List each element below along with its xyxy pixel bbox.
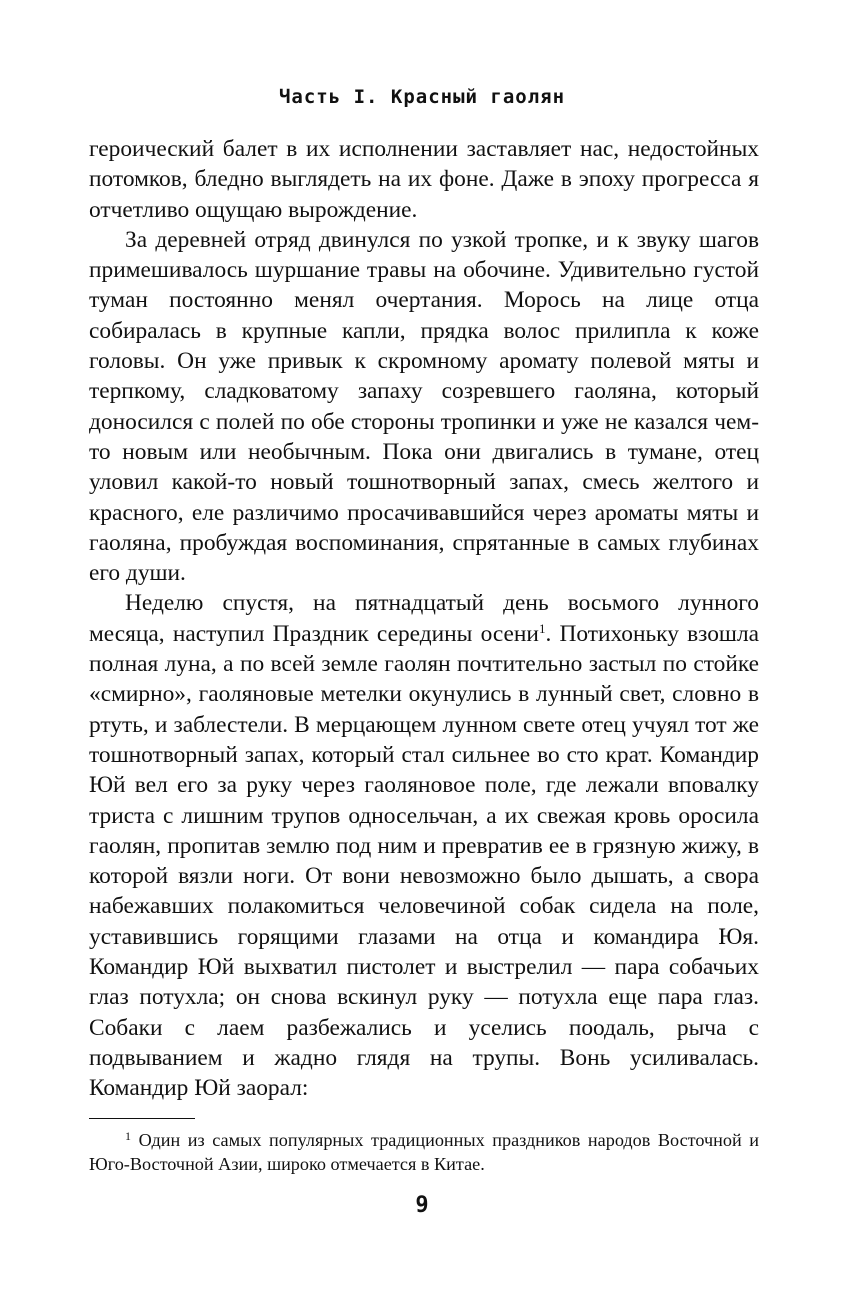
main-text [89,134,759,1104]
page-number: 9 [415,1193,429,1218]
footnote-text: Один из самых популярных традиционных праздников народов Восточной и Юго-Восточной Азии, широко отмечается в Китае. [89,1130,759,1174]
footnote-separator [89,1118,195,1119]
paragraph-3 [89,588,759,1103]
running-title: Часть I. Красный гаолян [278,86,566,108]
footnote [89,1128,759,1176]
paragraph-3-start: Неделю спустя, на пятнадцатый день восьмого лунного месяца, наступил Праздник середины осени [89,590,759,647]
footnote-reference: 1 [538,620,546,636]
footnote-marker: 1 [125,1129,131,1143]
paragraph-2: За деревней отряд двинулся по узкой тропке, и к звуку шагов примешивалось шуршание травы на обочине. Удивительно густой туман постоянно менял очертания. Морось на лице отца собиралась в крупные капли, прядка волос прилипла к коже головы. Он уже привык к скромному аромату полевой мяты и терпкому, сладковатому запаху созревшего гаоляна, который доносился с полей по обе стороны тропинки и уже не казался чем-то новым или необычным. Пока они двигались в тумане, отец уловил какой-то новый тошнотворный запах, смесь желтого и красного, еле различимо просачивавшийся через ароматы мяты и гаоляна, пробуждая воспоминания, спрятанные в самых глубинах его души. [89,226,759,587]
paragraph-3-rest: . Потихоньку взошла полная луна, а по всей земле гаолян почтительно застыл по стойке «смирно», гаоляновые метелки окунулись в лунный свет, словно в ртуть, и заблестели. В мерцающем лунном свете отец учуял тот же тошнотворный запах, который стал сильнее во сто крат. Командир Юй вел его за руку через гаоляновое поле, где лежали вповалку триста с лишним трупов односельчан, а их свежая кровь оросила гаолян, пропитав землю под ним и превратив ее в грязную жижу, в которой вязли ноги. От вони невозможно было дышать, а свора набежавших полакомиться человечиной собак сидела на поле, уставившись горящими глазами на отца и командира Юя. Командир Юй выхватил пистолет и выстрелил — пара собачьих глаз потухла; он снова вскинул руку — потухла еще пара глаз. Собаки с лаем разбежались и уселись поодаль, рыча с подвыванием и жадно глядя на трупы. Вонь усиливалась. Командир Юй заорал: [89,620,760,1102]
paragraph-1: героический балет в их исполнении заставляет нас, недостойных потомков, бледно выглядеть на их фоне. Даже в эпоху прогресса я отчетливо ощущаю вырождение. [89,136,759,223]
